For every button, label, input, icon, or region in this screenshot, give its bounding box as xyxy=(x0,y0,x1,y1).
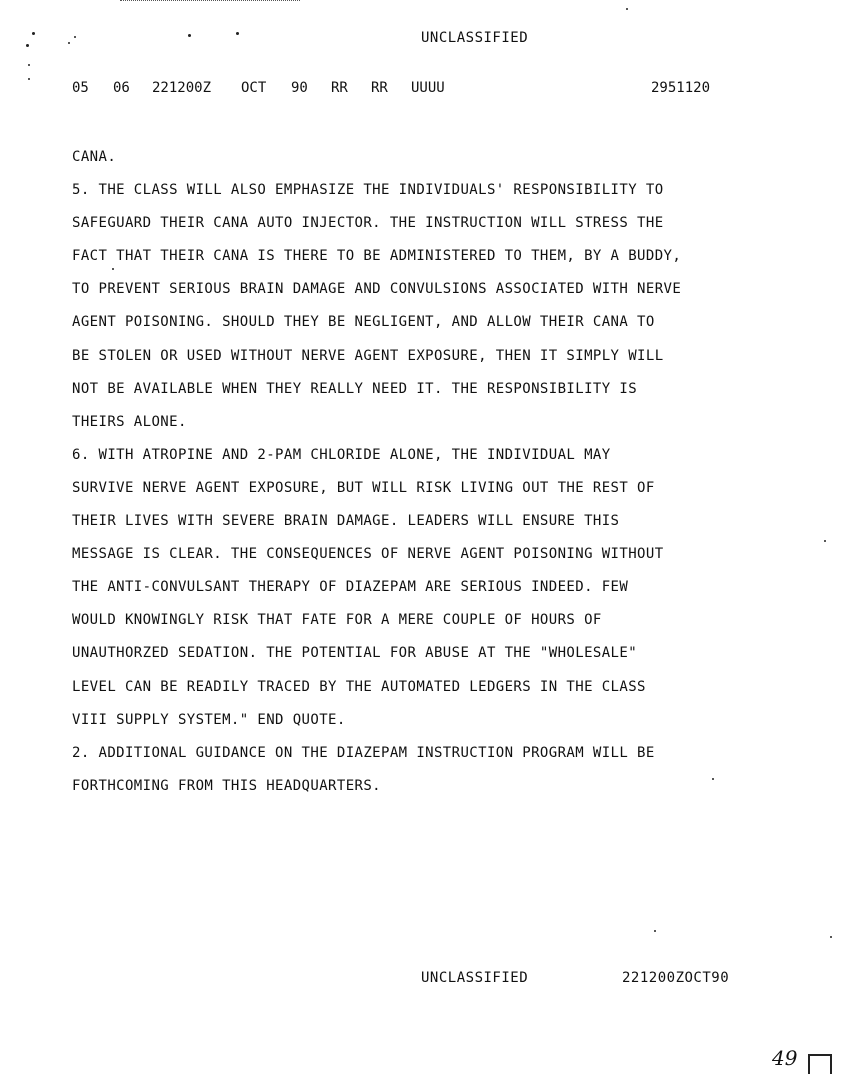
body-line: TO PREVENT SERIOUS BRAIN DAMAGE AND CONVULSIONS ASSOCIATED WITH NERVE xyxy=(72,281,682,298)
scan-speck xyxy=(830,936,832,938)
scan-speck xyxy=(68,42,70,44)
corner-mark-icon xyxy=(808,1054,832,1074)
header-year: 90 xyxy=(291,80,308,96)
body-line: SURVIVE NERVE AGENT EXPOSURE, BUT WILL RISK LIVING OUT THE REST OF xyxy=(72,479,655,496)
body-line: THE ANTI-CONVULSANT THERAPY OF DIAZEPAM ARE SERIOUS INDEED. FEW xyxy=(72,579,629,596)
scan-speck xyxy=(28,64,30,66)
body-line: CANA. xyxy=(72,149,117,165)
handwritten-page-number: 49 xyxy=(772,1046,798,1070)
header-of: 06 xyxy=(113,80,130,96)
header-month: OCT xyxy=(241,80,267,96)
header-class-code: UUUU xyxy=(411,80,445,96)
header-precedence-1: RR xyxy=(331,80,348,96)
body-line: 5. THE CLASS WILL ALSO EMPHASIZE THE INDIVIDUALS' RESPONSIBILITY TO xyxy=(72,182,664,199)
body-line: THEIRS ALONE. xyxy=(72,413,187,430)
scan-speck xyxy=(654,930,656,932)
body-line: 6. WITH ATROPINE AND 2-PAM CHLORIDE ALONE, THE INDIVIDUAL MAY xyxy=(72,446,611,463)
body-line: FACT THAT THEIR CANA IS THERE TO BE ADMINISTERED TO THEM, BY A BUDDY, xyxy=(72,248,682,265)
body-line: BE STOLEN OR USED WITHOUT NERVE AGENT EXPOSURE, THEN IT SIMPLY WILL xyxy=(72,347,664,364)
footer-dtg: 221200ZOCT90 xyxy=(622,970,730,986)
scan-speck xyxy=(626,8,628,10)
body-line: THEIR LIVES WITH SEVERE BRAIN DAMAGE. LEADERS WILL ENSURE THIS xyxy=(72,513,620,530)
scan-speck xyxy=(824,540,826,542)
header-message-number: 2951120 xyxy=(651,80,711,96)
body-line: 2. ADDITIONAL GUIDANCE ON THE DIAZEPAM INSTRUCTION PROGRAM WILL BE xyxy=(72,744,655,761)
body-line: AGENT POISONING. SHOULD THEY BE NEGLIGENT, AND ALLOW THEIR CANA TO xyxy=(72,314,655,331)
scan-speck xyxy=(32,32,35,35)
body-line: WOULD KNOWINGLY RISK THAT FATE FOR A MERE COUPLE OF HOURS OF xyxy=(72,612,602,629)
message-body xyxy=(72,147,772,809)
body-line: LEVEL CAN BE READILY TRACED BY THE AUTOMATED LEDGERS IN THE CLASS xyxy=(72,678,646,695)
scan-speck xyxy=(74,36,76,38)
body-line: MESSAGE IS CLEAR. THE CONSEQUENCES OF NERVE AGENT POISONING WITHOUT xyxy=(72,546,664,563)
body-line: VIII SUPPLY SYSTEM." END QUOTE. xyxy=(72,711,346,728)
scan-speck xyxy=(28,78,30,80)
classification-top: UNCLASSIFIED xyxy=(421,30,529,46)
scan-speck xyxy=(188,34,191,37)
scan-speck xyxy=(236,32,239,35)
classification-bottom: UNCLASSIFIED xyxy=(421,970,529,986)
body-line: FORTHCOMING FROM THIS HEADQUARTERS. xyxy=(72,777,382,794)
body-line: SAFEGUARD THEIR CANA AUTO INJECTOR. THE INSTRUCTION WILL STRESS THE xyxy=(72,215,664,232)
scan-speck xyxy=(26,44,29,47)
body-line: NOT BE AVAILABLE WHEN THEY REALLY NEED IT. THE RESPONSIBILITY IS xyxy=(72,380,638,397)
header-dtg: 221200Z xyxy=(152,80,212,96)
header-precedence-2: RR xyxy=(371,80,388,96)
body-line: UNAUTHORZED SEDATION. THE POTENTIAL FOR ABUSE AT THE "WHOLESALE" xyxy=(72,645,638,662)
header-page: 05 xyxy=(72,80,89,96)
scan-artifact-rule xyxy=(120,0,300,3)
